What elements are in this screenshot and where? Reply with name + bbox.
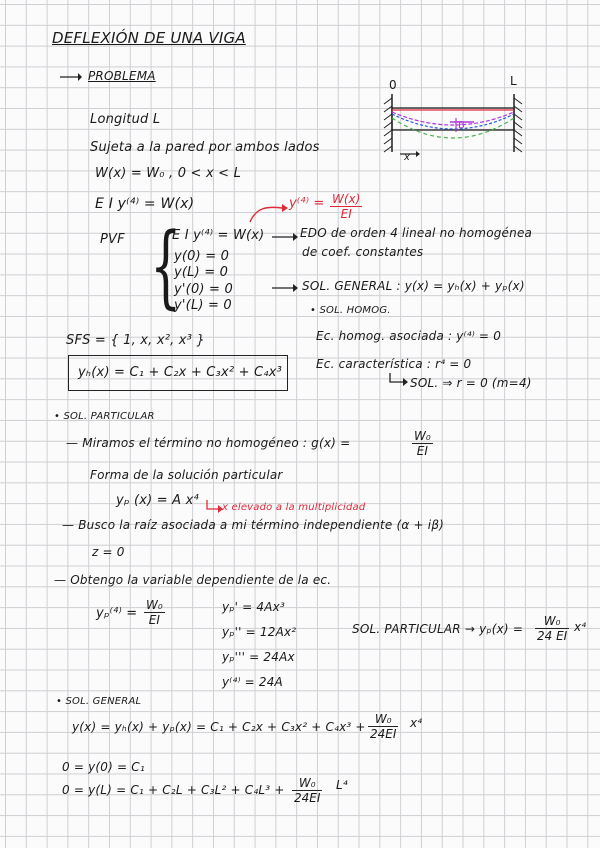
diagram-right-label: L <box>510 74 517 88</box>
longitud-text: Longitud L <box>90 112 161 127</box>
obtengo-text: — Obtengo la variable dependiente de la ec. <box>54 573 332 587</box>
sol-part-final-num: W₀ <box>535 614 569 629</box>
cond2-num: W₀ <box>292 776 322 791</box>
sfs-text: SFS = { 1, x, x², x³ } <box>66 333 205 348</box>
sol-r-text: SOL. ⇒ r = 0 (m=4) <box>410 376 532 390</box>
miramos-num: W₀ <box>414 429 431 443</box>
pvf-line-4: y'(L) = 0 <box>174 298 232 313</box>
edo-note-line1: EDO de orden 4 lineal no homogénea <box>300 226 533 240</box>
diagram-left-label: 0 <box>389 78 397 92</box>
red-hook-arrow-icon <box>205 500 223 514</box>
cond1-text: 0 = y(0) = C₁ <box>62 760 145 774</box>
ec-homog-text: Ec. homog. asociada : y⁽⁴⁾ = 0 <box>316 329 502 343</box>
red-eq-den: EI <box>340 207 352 221</box>
gen-eq-den: 24EI <box>370 727 397 741</box>
beam-diagram <box>378 92 523 164</box>
z-eq-text: z = 0 <box>92 545 125 559</box>
sol-particular-label: • SOL. PARTICULAR <box>54 411 155 422</box>
yp4-den: EI <box>148 613 160 627</box>
hook-arrow-icon <box>388 373 408 387</box>
sol-part-final-den: 24 EI <box>537 629 568 643</box>
arrow-icon <box>272 283 298 293</box>
miramos-text: — Miramos el término no homogéneo : g(x) = <box>66 436 351 450</box>
cond2-den: 24EI <box>294 791 321 805</box>
pvf-line-3: y'(0) = 0 <box>174 282 233 297</box>
edo-note-line2: de coef. constantes <box>302 245 424 259</box>
carga-text: W(x) = W₀ , 0 < x < L <box>95 166 242 181</box>
deriv-2: yₚ'' = 12Ax² <box>222 625 297 639</box>
sol-homog-text: SOL. HOMOG. <box>319 305 391 316</box>
cond2-fraction <box>292 776 322 805</box>
sol-part-final-fraction <box>535 614 569 643</box>
sol-part-final-text: SOL. PARTICULAR → yₚ(x) = <box>352 622 524 636</box>
gen-eq-num: W₀ <box>368 712 398 727</box>
miramos-fraction <box>412 429 433 458</box>
pvf-line-1: y(0) = 0 <box>174 249 230 264</box>
sol-homog-label: • SOL. HOMOG. <box>310 305 391 316</box>
sujeta-text: Sujeta a la pared por ambos lados <box>90 140 320 155</box>
sol-general-label: • SOL. GENERAL <box>56 696 142 707</box>
ec-caract-text: Ec. característica : r⁴ = 0 <box>316 357 472 371</box>
gen-eq-fraction <box>368 712 398 741</box>
gen-eq-tail: x⁴ <box>410 716 423 730</box>
forma-text: Forma de la solución particular <box>90 468 283 482</box>
sol-general-line: SOL. GENERAL : y(x) = yₕ(x) + yₚ(x) <box>302 279 525 293</box>
busco-text: — Busco la raíz asociada a mi término independiente (α + iβ) <box>62 518 445 532</box>
sol-particular-text: SOL. PARTICULAR <box>63 411 155 422</box>
diagram-load-label: B <box>458 120 466 131</box>
yp-forma-text: yₚ (x) = A x⁴ <box>116 493 199 508</box>
sol-part-final-tail: x⁴ <box>574 620 587 634</box>
gen-eq-text: y(x) = yₕ(x) + yₚ(x) = C₁ + C₂x + C₃x² + C₄x³ + <box>72 720 366 734</box>
deriv-4: y⁽⁴⁾ = 24A <box>222 675 283 689</box>
section-problema: PROBLEMA <box>88 69 156 83</box>
ecuacion-text: E I y⁽⁴⁾ = W(x) <box>95 196 195 212</box>
arrow-icon <box>60 72 82 82</box>
deriv-1: yₚ' = 4Ax³ <box>222 600 285 614</box>
pvf-line-0: E I y⁽⁴⁾ = W(x) <box>172 228 265 243</box>
yp4-num: W₀ <box>146 598 163 612</box>
yp4-fraction <box>144 598 165 627</box>
cond2-tail: L⁴ <box>336 778 348 792</box>
red-eq-lhs: y⁽⁴⁾ = <box>289 196 325 211</box>
pvf-brace: { <box>150 214 182 319</box>
red-eq-fraction <box>330 192 362 221</box>
page-title: DEFLEXIÓN DE UNA VIGA <box>52 29 246 47</box>
yp4-lhs: yₚ⁽⁴⁾ = <box>96 606 138 621</box>
arrow-icon <box>272 232 298 242</box>
cond2-text: 0 = y(L) = C₁ + C₂L + C₃L² + C₄L³ + <box>62 783 285 797</box>
multiplicidad-text: x elevado a la multiplicidad <box>222 502 366 513</box>
diagram-axis-label: x <box>404 152 411 163</box>
deriv-3: yₚ''' = 24Ax <box>222 650 295 664</box>
yh-text: yₕ(x) = C₁ + C₂x + C₃x² + C₄x³ <box>78 365 283 380</box>
miramos-den: EI <box>416 444 428 458</box>
sol-general-text: SOL. GENERAL <box>65 696 142 707</box>
pvf-label: PVF <box>100 232 125 247</box>
pvf-line-2: y(L) = 0 <box>174 265 229 280</box>
red-arrow-icon <box>248 198 288 226</box>
red-eq-num: W(x) <box>332 192 361 206</box>
